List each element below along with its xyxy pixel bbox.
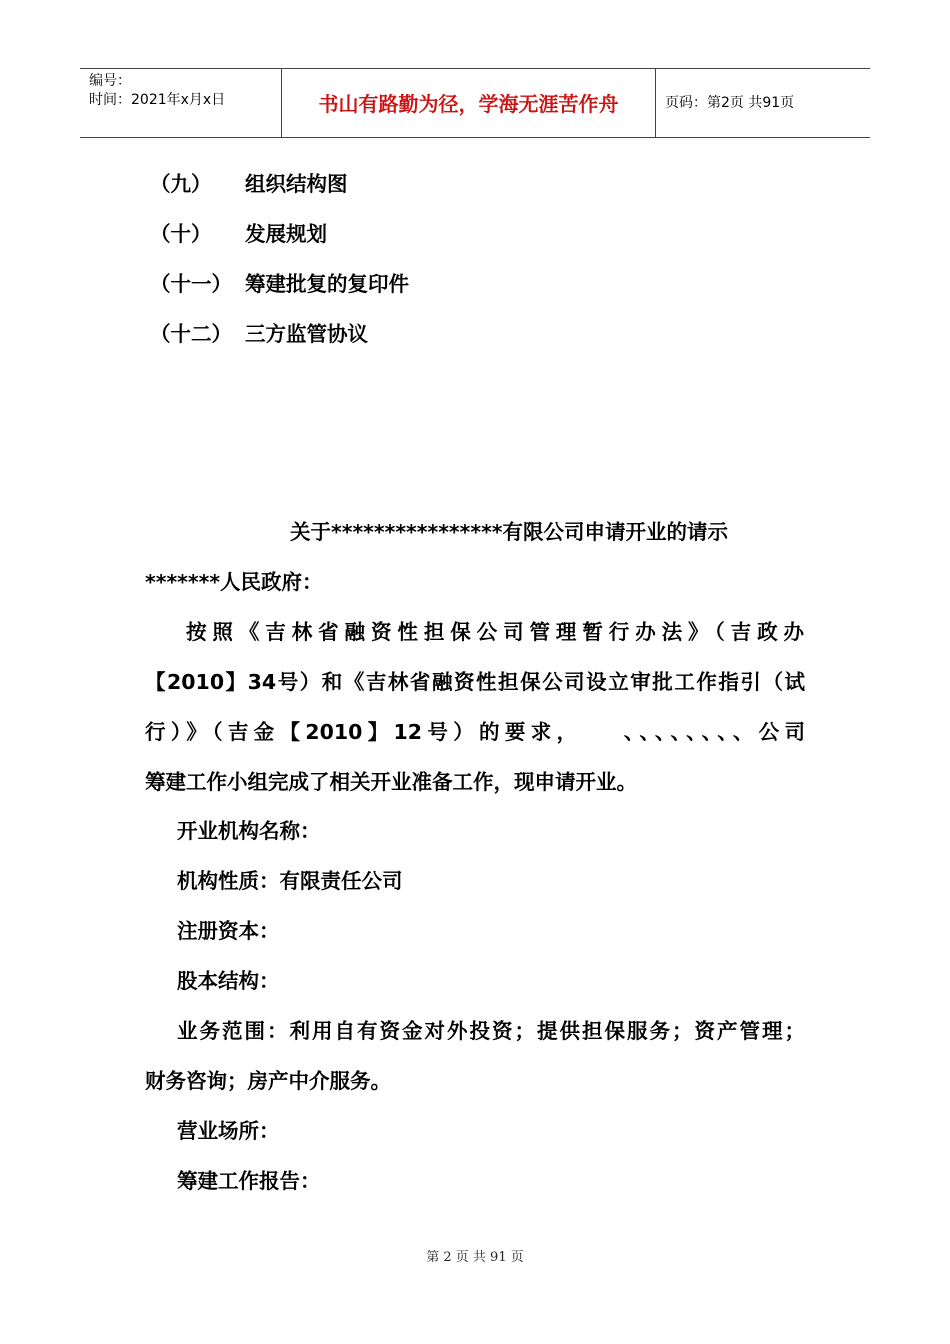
toc-number: （十一） — [150, 272, 232, 296]
toc-number: （十二） — [150, 322, 232, 346]
paragraph-line: 行）》（吉金【2010】12号）的要求， 、、、、、、、、公司 — [145, 720, 805, 744]
toc-title: 组织结构图 — [245, 172, 348, 196]
page-footer: 第 2 页 共 91 页 — [426, 1250, 524, 1265]
page-number-label: 页码：第2页 共91页 — [665, 95, 795, 111]
paragraph-line: 按照《吉林省融资性担保公司管理暂行办法》（吉政办 — [186, 620, 805, 644]
scope-line: 财务咨询；房产中介服务。 — [145, 1069, 391, 1093]
field-line: 开业机构名称： — [177, 819, 321, 843]
toc-title: 筹建批复的复印件 — [245, 272, 409, 296]
paragraph-line: 筹建工作小组完成了相关开业准备工作，现申请开业。 — [145, 770, 637, 794]
letter-salutation: *******人民政府： — [145, 570, 323, 594]
toc-number: （十） — [150, 222, 212, 246]
date-label: 时间：2021年x月x日 — [89, 92, 226, 108]
page-header-table — [80, 68, 870, 138]
letter-title: 关于****************有限公司申请开业的请示 — [290, 520, 729, 544]
serial-label: 编号： — [89, 73, 131, 89]
paragraph-line: 【2010】34号）和《吉林省融资性担保公司设立审批工作指引（试 — [145, 670, 805, 694]
scope-line: 业务范围：利用自有资金对外投资；提供担保服务；资产管理； — [177, 1019, 805, 1043]
field-line: 股本结构： — [177, 969, 280, 993]
header-center-cell — [281, 69, 656, 137]
header-left-cell — [80, 69, 281, 137]
header-right-cell — [655, 69, 870, 137]
toc-title: 发展规划 — [245, 222, 327, 246]
toc-title: 三方监管协议 — [245, 322, 368, 346]
header-motto: 书山有路勤为径，学海无涯苦作舟 — [318, 92, 619, 116]
field-line: 机构性质：有限责任公司 — [177, 869, 403, 893]
field-line: 营业场所： — [177, 1119, 280, 1143]
field-line: 筹建工作报告： — [177, 1169, 321, 1193]
toc-number: （九） — [150, 172, 212, 196]
field-line: 注册资本： — [177, 919, 280, 943]
